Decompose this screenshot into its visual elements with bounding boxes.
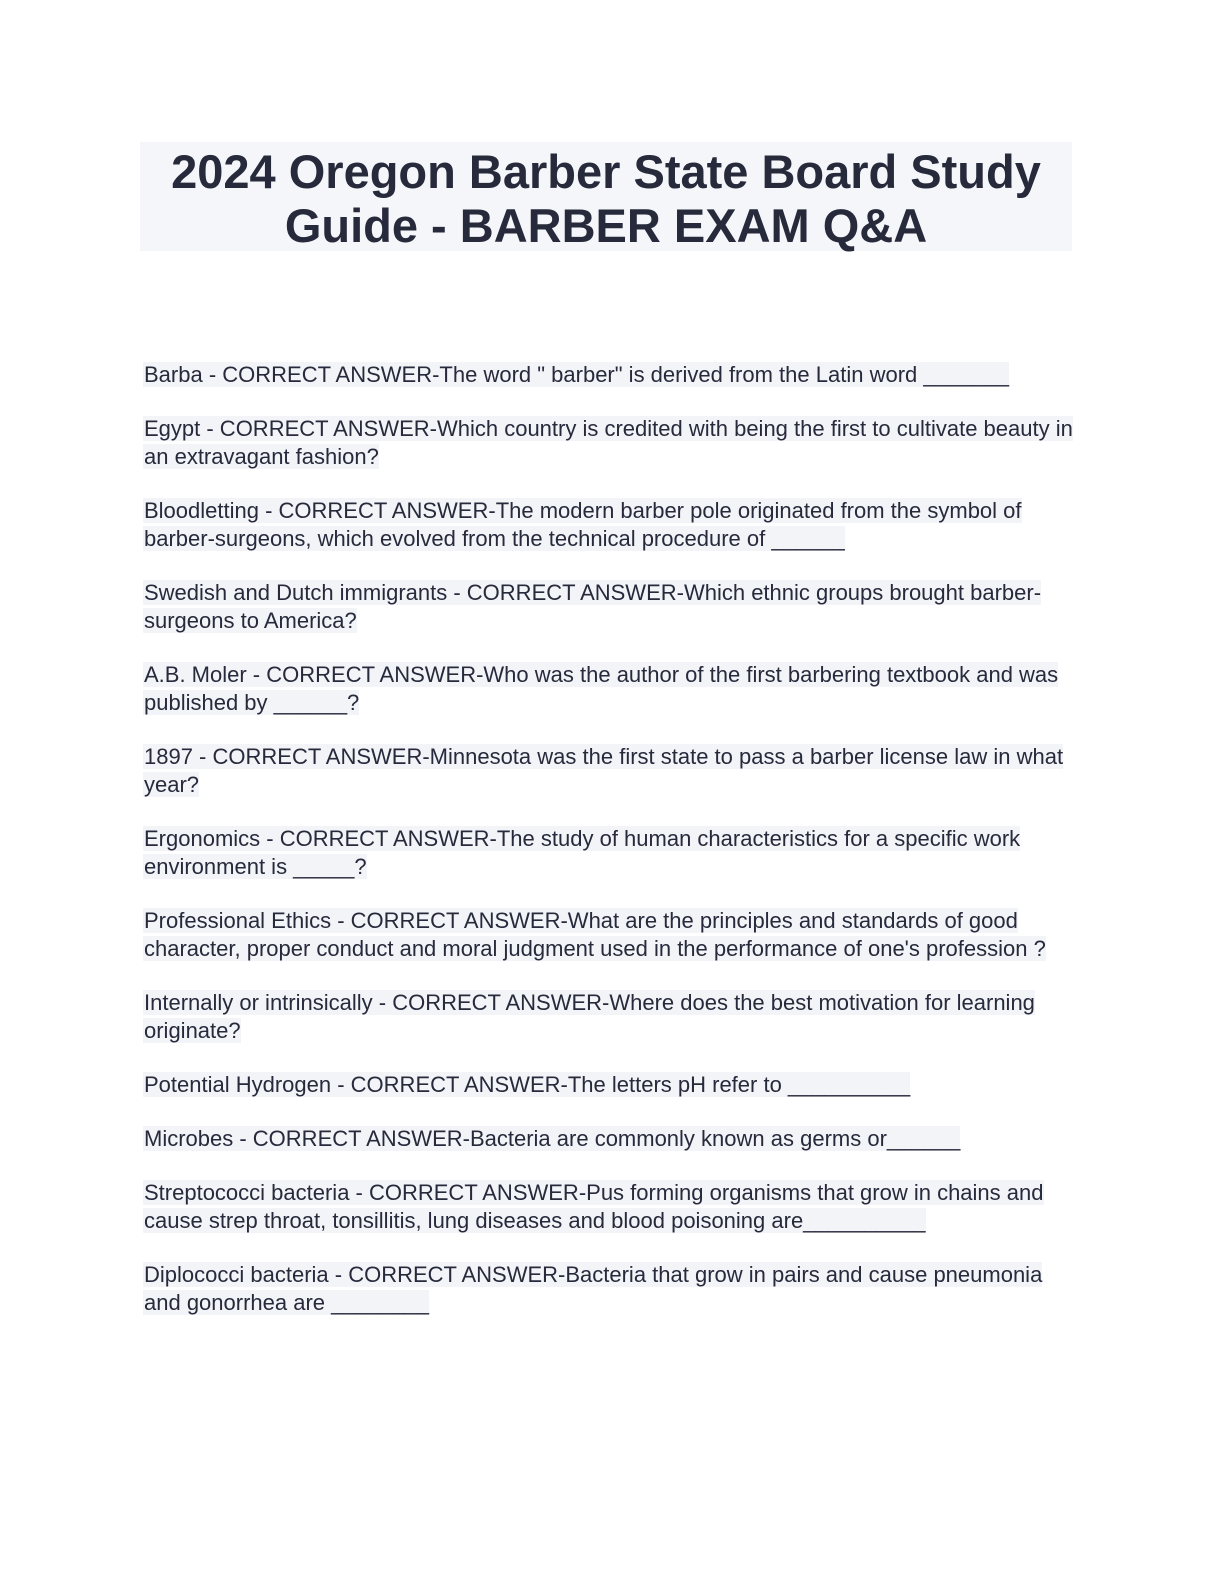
title-block — [140, 142, 1072, 251]
qa-item — [143, 415, 1078, 471]
qa-item-text: Ergonomics - CORRECT ANSWER-The study of human characteristics for a specific work environment is _____? — [144, 826, 1021, 879]
qa-item — [143, 907, 1078, 963]
title-line-2: Guide - BARBER EXAM Q&A — [284, 199, 928, 252]
qa-item — [143, 1179, 1078, 1235]
qa-item — [143, 1125, 1078, 1153]
qa-item — [143, 743, 1078, 799]
qa-item-text: Bloodletting - CORRECT ANSWER-The modern barber pole originated from the symbol of barber-surgeons, which evolved from the technical procedure of ______ — [144, 498, 1022, 551]
qa-item-text: Egypt - CORRECT ANSWER-Which country is credited with being the first to cultivate beauty in an extravagant fashion? — [144, 416, 1073, 469]
qa-item — [143, 361, 1078, 389]
qa-item-text: Diplococci bacteria - CORRECT ANSWER-Bacteria that grow in pairs and cause pneumonia and gonorrhea are ________ — [144, 1262, 1043, 1315]
qa-item-text: Swedish and Dutch immigrants - CORRECT ANSWER-Which ethnic groups brought barber-surgeons to America? — [144, 580, 1042, 633]
qa-item-text: Barba - CORRECT ANSWER-The word " barber" is derived from the Latin word _______ — [144, 362, 1010, 387]
qa-item-text: Potential Hydrogen - CORRECT ANSWER-The letters pH refer to __________ — [144, 1072, 911, 1097]
qa-item-text: A.B. Moler - CORRECT ANSWER-Who was the author of the first barbering textbook and was published by ______? — [144, 662, 1059, 715]
qa-item-text: Streptococci bacteria - CORRECT ANSWER-Pus forming organisms that grow in chains and cause strep throat, tonsillitis, lung diseases and blood poisoning are__________ — [144, 1180, 1044, 1233]
qa-item — [143, 1071, 1078, 1099]
qa-list — [143, 361, 1078, 1343]
document-title — [140, 142, 1072, 253]
qa-item — [143, 1261, 1078, 1317]
qa-item — [143, 579, 1078, 635]
qa-item — [143, 497, 1078, 553]
qa-item — [143, 825, 1078, 881]
qa-item — [143, 989, 1078, 1045]
qa-item-text: 1897 - CORRECT ANSWER-Minnesota was the first state to pass a barber license law in what year? — [144, 744, 1064, 797]
title-line-1: 2024 Oregon Barber State Board Study — [171, 145, 1041, 198]
qa-item — [143, 661, 1078, 717]
qa-item-text: Microbes - CORRECT ANSWER-Bacteria are commonly known as germs or______ — [144, 1126, 961, 1151]
qa-item-text: Professional Ethics - CORRECT ANSWER-What are the principles and standards of good character, proper conduct and moral judgment used in the performance of one's profession ? — [144, 908, 1046, 961]
qa-item-text: Internally or intrinsically - CORRECT ANSWER-Where does the best motivation for learning originate? — [144, 990, 1035, 1043]
